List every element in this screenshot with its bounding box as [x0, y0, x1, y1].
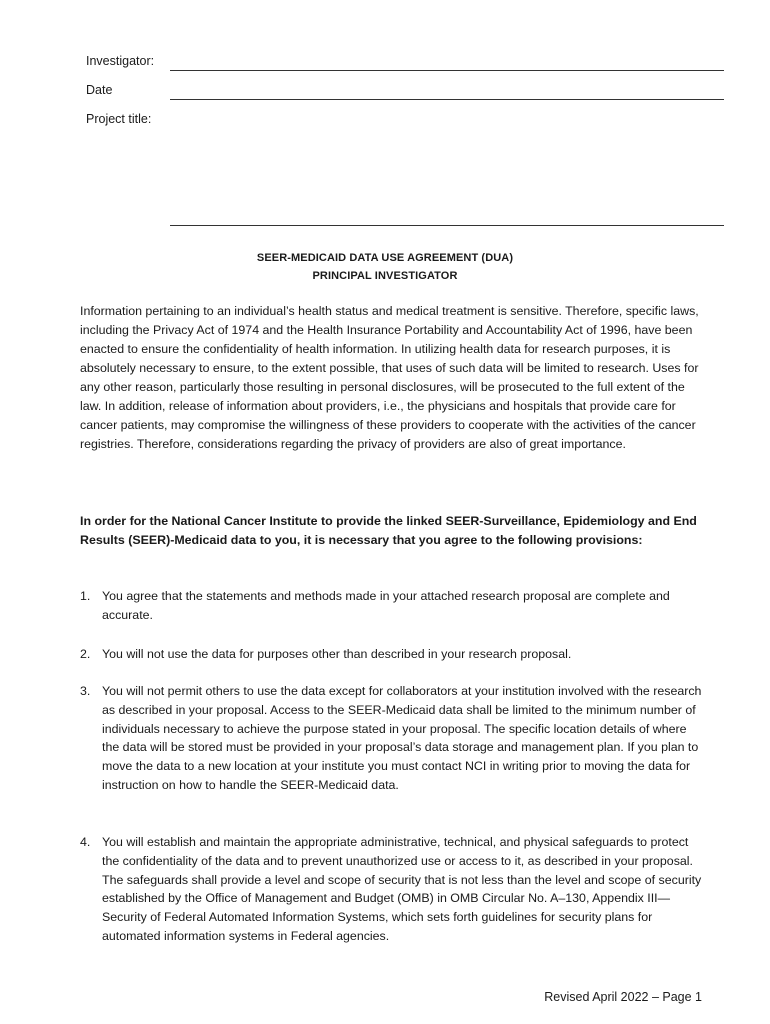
provision-item [80, 645, 702, 664]
investigator-label: Investigator: [86, 54, 155, 68]
provision-number: 2. [80, 647, 91, 661]
provision-number: 4. [80, 835, 91, 849]
date-label: Date [86, 83, 113, 97]
project-title-field[interactable] [170, 225, 724, 226]
investigator-field[interactable] [170, 70, 724, 71]
provision-text: You will not permit others to use the data except for collaborators at your institution involved with the research as described in your proposal. Access to the SEER-Medicaid data shall be limited to the minimum number of individuals necessary to achieve the purpose stated in your proposal. The specific location details of where the data will be stored must be provided in your proposal’s data storage and management plan. If you plan to move the data to a new location at your institute you must contact NCI in writing prior to moving the data for instruction on how to handle the SEER-Medicaid data. [102, 684, 702, 792]
provisions-intro: In order for the National Cancer Institute to provide the linked SEER-Surveillance, Epidemiology and End Results (SEER)-Medicaid data to you, it is necessary that you agree to the following provisions: [80, 514, 697, 547]
page-footer: Revised April 2022 – Page 1 [544, 990, 702, 1004]
provision-number: 1. [80, 589, 91, 603]
intro-paragraph: Information pertaining to an individual’s health status and medical treatment is sensitive. Therefore, specific laws, including the Privacy Act of 1974 and the Health Insurance Portability and Accountability Act of 1996, have been enacted to ensure the confidentiality of health information. In utilizing health data for research purposes, it is absolutely necessary to ensure, to the extent possible, that uses of such data will be limited to research. Uses for any other reason, particularly those resulting in personal disclosures, will be prosecuted to the full extent of the law. In addition, release of information about providers, i.e., the physicians and hospitals that provide care for cancer patients, may compromise the willingness of these providers to cooperate with the activities of the cancer registries. Therefore, considerations regarding the privacy of providers are also of great importance. [80, 304, 699, 451]
date-field[interactable] [170, 99, 724, 100]
provision-item [80, 833, 702, 946]
provision-text: You agree that the statements and methods made in your attached research proposal are complete and accurate. [102, 589, 670, 622]
provision-item [80, 587, 702, 625]
document-subtitle: PRINCIPAL INVESTIGATOR [312, 270, 458, 282]
provision-text: You will establish and maintain the appropriate administrative, technical, and physical safeguards to protect the confidentiality of the data and to prevent unauthorized use or access to it, as described in your proposal. The safeguards shall provide a level and scope of security that is not less than the level and scope of security established by the Office of Management and Budget (OMB) in OMB Circular No. A–130, Appendix III—Security of Federal Automated Information Systems, which sets forth guidelines for security plans for automated information systems in Federal agencies. [102, 835, 702, 943]
document-title: SEER-MEDICAID DATA USE AGREEMENT (DUA) [256, 252, 514, 264]
provision-item [80, 682, 702, 795]
provision-number: 3. [80, 684, 91, 698]
provision-text: You will not use the data for purposes other than described in your research proposal. [102, 647, 572, 661]
project-title-label: Project title: [86, 112, 152, 126]
